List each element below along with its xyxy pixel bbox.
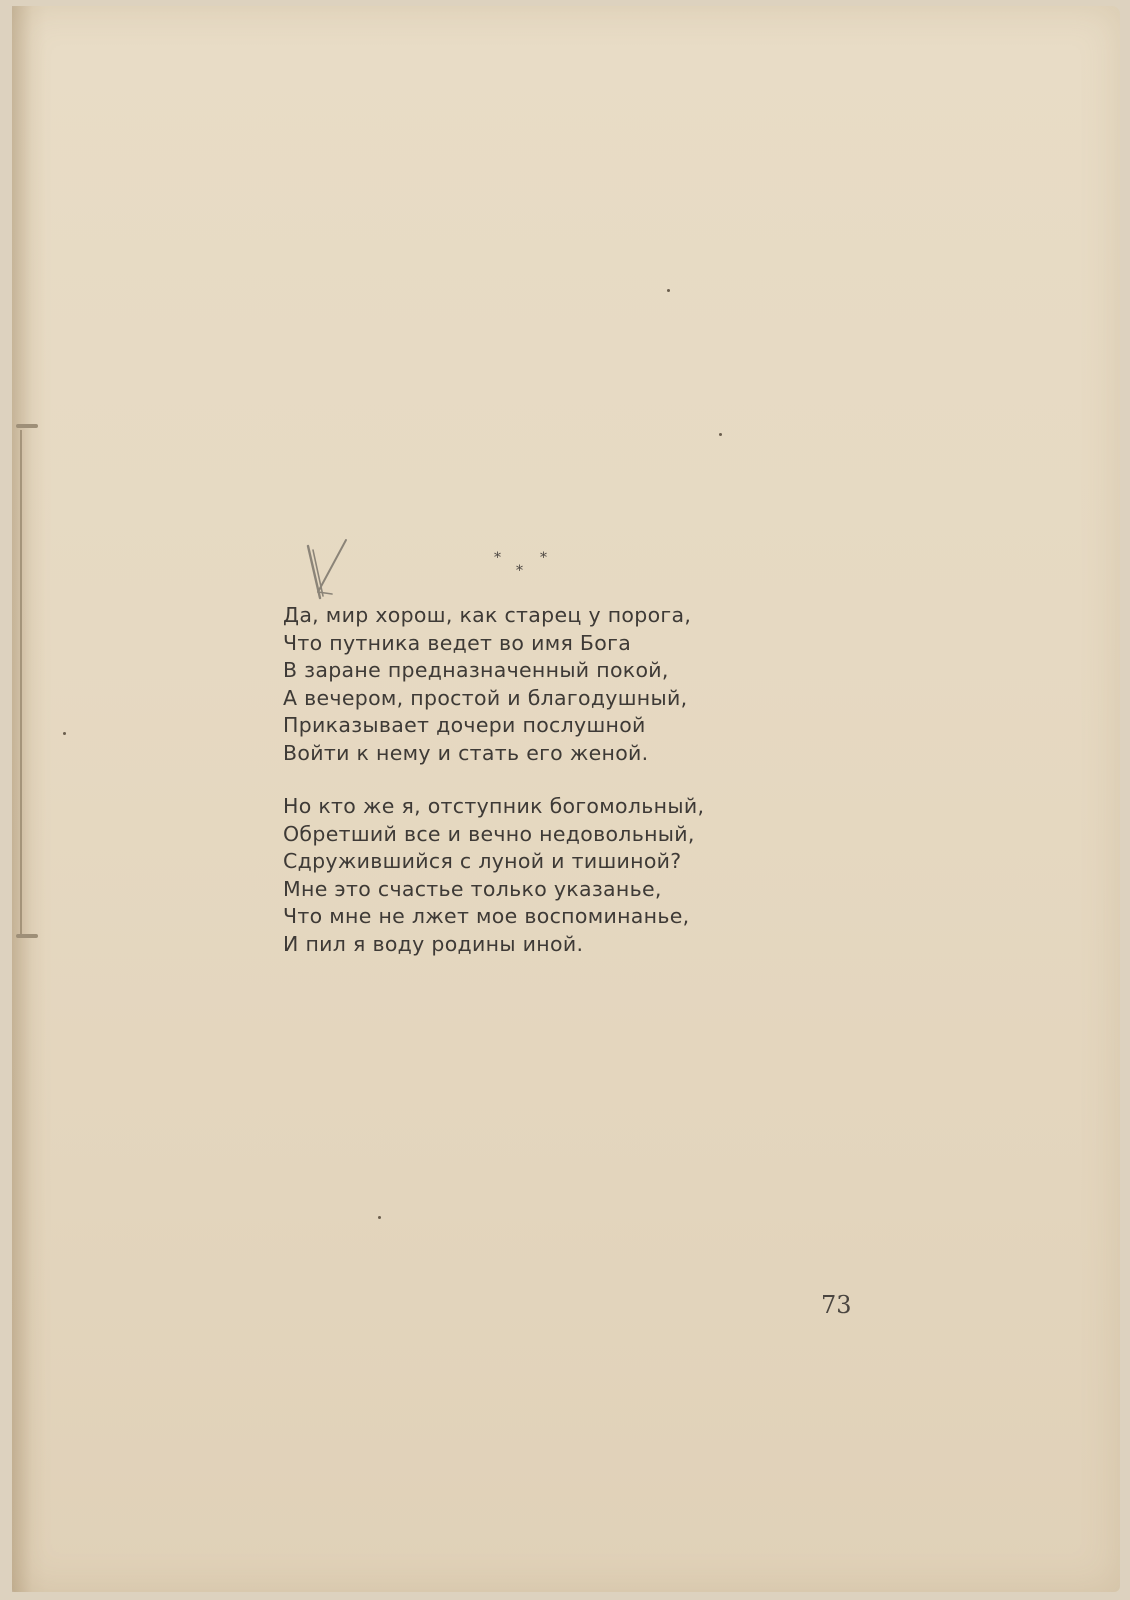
ornament-star: * (494, 550, 501, 566)
paper-speck (719, 433, 722, 436)
poem-line: Приказывает дочери послушной (283, 713, 646, 737)
book-page (12, 6, 1120, 1592)
pencil-mark-icon (304, 536, 352, 602)
section-ornament (472, 551, 562, 587)
poem (283, 602, 843, 958)
staple-top (16, 424, 38, 428)
poem-line: Сдружившийся с луной и тишиной? (283, 849, 682, 873)
paper-speck (667, 289, 670, 292)
ornament-star: * (516, 563, 523, 579)
poem-line: Что путника ведет во имя Бога (283, 630, 632, 655)
poem-line: В заране предназначенный покой, (283, 658, 669, 682)
paper-speck (63, 732, 66, 735)
staple-bottom (16, 934, 38, 938)
poem-line: Что мне не лжет мое воспоминанье, (283, 904, 690, 928)
poem-line: А вечером, простой и благодушный, (283, 685, 688, 710)
page-number: 73 (821, 1291, 852, 1319)
poem-line: Войти к нему и стать его женой. (283, 740, 649, 765)
binding-line (20, 430, 22, 936)
paper-speck (378, 1216, 381, 1219)
poem-line: Обретший все и вечно недовольный, (283, 821, 695, 846)
ornament-star: * (540, 550, 547, 566)
page-gutter (12, 6, 46, 1592)
stanza-1 (283, 602, 843, 767)
poem-line: Да, мир хорош, как старец у порога, (283, 603, 692, 627)
poem-line: Но кто же я, отступник богомольный, (283, 794, 705, 818)
poem-line: И пил я воду родины иной. (283, 931, 584, 956)
stanza-2 (283, 793, 843, 958)
poem-line: Мне это счастье только указанье, (283, 876, 662, 901)
